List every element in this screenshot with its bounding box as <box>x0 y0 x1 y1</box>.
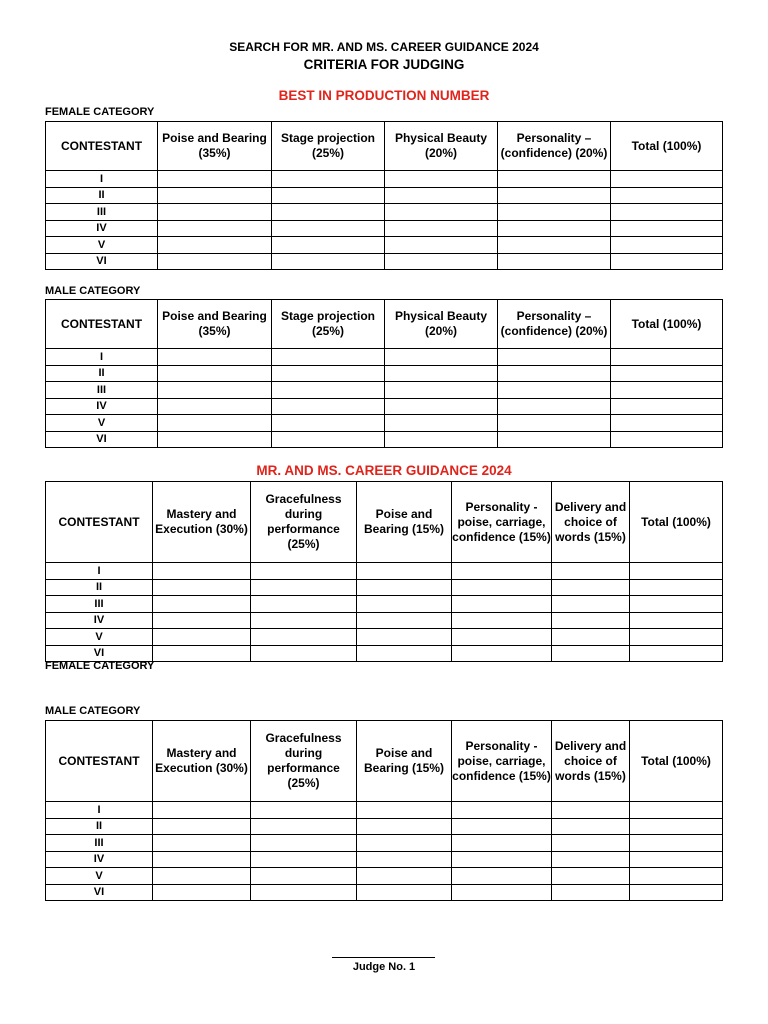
score-cell[interactable] <box>611 204 723 221</box>
score-cell[interactable] <box>498 237 611 254</box>
score-cell[interactable] <box>498 220 611 237</box>
score-cell[interactable] <box>498 365 611 382</box>
score-cell[interactable] <box>385 349 498 366</box>
score-cell[interactable] <box>357 596 452 613</box>
score-cell[interactable] <box>630 629 723 646</box>
header-cell: Personality – (confidence) (20%) <box>498 300 611 349</box>
score-cell[interactable] <box>498 431 611 448</box>
score-cell[interactable] <box>611 365 723 382</box>
score-cell[interactable] <box>272 365 385 382</box>
contestant-label: IV <box>46 398 158 415</box>
header-cell: Personality - poise, carriage, confidence (15%) <box>452 721 552 802</box>
score-cell[interactable] <box>611 187 723 204</box>
table-header-row <box>46 122 723 171</box>
score-cell[interactable] <box>611 431 723 448</box>
score-cell[interactable] <box>158 187 272 204</box>
score-cell[interactable] <box>357 645 452 662</box>
table-row <box>46 253 723 270</box>
score-cell[interactable] <box>272 349 385 366</box>
header-cell: Poise and Bearing (15%) <box>357 482 452 563</box>
score-cell[interactable] <box>251 596 357 613</box>
score-cell[interactable] <box>611 171 723 188</box>
score-cell[interactable] <box>630 851 723 868</box>
score-cell[interactable] <box>385 187 498 204</box>
score-cell[interactable] <box>251 563 357 580</box>
header-cell: Stage projection (25%) <box>272 300 385 349</box>
score-cell[interactable] <box>153 579 251 596</box>
score-cell[interactable] <box>452 818 552 835</box>
score-cell[interactable] <box>158 415 272 432</box>
score-cell[interactable] <box>498 398 611 415</box>
score-cell[interactable] <box>552 835 630 852</box>
production-male-table <box>45 299 723 448</box>
score-cell[interactable] <box>552 818 630 835</box>
score-cell[interactable] <box>158 204 272 221</box>
header-cell: CONTESTANT <box>46 300 158 349</box>
main-female-label: FEMALE CATEGORY <box>45 660 155 672</box>
score-cell[interactable] <box>611 398 723 415</box>
contestant-label: IV <box>46 612 153 629</box>
score-cell[interactable] <box>452 596 552 613</box>
score-cell[interactable] <box>630 563 723 580</box>
table-row <box>46 596 723 613</box>
contestant-label: IV <box>46 220 158 237</box>
contestant-label: IV <box>46 851 153 868</box>
score-cell[interactable] <box>272 415 385 432</box>
contestant-label: V <box>46 629 153 646</box>
header-cell: Mastery and Execution (30%) <box>153 482 251 563</box>
score-cell[interactable] <box>357 818 452 835</box>
table-row <box>46 629 723 646</box>
score-cell[interactable] <box>153 612 251 629</box>
table-row <box>46 398 723 415</box>
score-cell[interactable] <box>158 237 272 254</box>
score-cell[interactable] <box>251 835 357 852</box>
score-cell[interactable] <box>552 645 630 662</box>
header-cell: Total (100%) <box>630 482 723 563</box>
score-cell[interactable] <box>611 349 723 366</box>
header-cell: Poise and Bearing (35%) <box>158 122 272 171</box>
contestant-label: III <box>46 596 153 613</box>
contestant-label: V <box>46 237 158 254</box>
score-cell[interactable] <box>630 596 723 613</box>
score-cell[interactable] <box>357 612 452 629</box>
production-female-table <box>45 121 723 270</box>
contestant-label: III <box>46 835 153 852</box>
contestant-label: II <box>46 365 158 382</box>
score-cell[interactable] <box>272 220 385 237</box>
contestant-label: III <box>46 382 158 399</box>
header-cell: CONTESTANT <box>46 482 153 563</box>
score-cell[interactable] <box>630 645 723 662</box>
header-cell: Physical Beauty (20%) <box>385 300 498 349</box>
score-cell[interactable] <box>630 835 723 852</box>
score-cell[interactable] <box>552 851 630 868</box>
score-cell[interactable] <box>385 398 498 415</box>
score-cell[interactable] <box>630 579 723 596</box>
table-row <box>46 612 723 629</box>
contestant-label: I <box>46 171 158 188</box>
score-cell[interactable] <box>611 382 723 399</box>
score-cell[interactable] <box>153 563 251 580</box>
score-cell[interactable] <box>272 398 385 415</box>
header-cell: Total (100%) <box>630 721 723 802</box>
table-header-row <box>46 300 723 349</box>
score-cell[interactable] <box>153 818 251 835</box>
contestant-label: III <box>46 204 158 221</box>
score-cell[interactable] <box>611 253 723 270</box>
header-cell: Delivery and choice of words (15%) <box>552 721 630 802</box>
header-cell: Total (100%) <box>611 300 723 349</box>
header-cell: Gracefulness during performance (25%) <box>251 482 357 563</box>
score-cell[interactable] <box>498 253 611 270</box>
score-cell[interactable] <box>385 253 498 270</box>
score-cell[interactable] <box>552 612 630 629</box>
score-cell[interactable] <box>552 629 630 646</box>
table-row <box>46 365 723 382</box>
production-male-label: MALE CATEGORY <box>45 285 141 297</box>
document-subtitle: CRITERIA FOR JUDGING <box>303 57 465 72</box>
score-cell[interactable] <box>272 253 385 270</box>
score-cell[interactable] <box>272 431 385 448</box>
score-cell[interactable] <box>552 579 630 596</box>
score-cell[interactable] <box>611 220 723 237</box>
score-cell[interactable] <box>452 868 552 885</box>
score-cell[interactable] <box>385 365 498 382</box>
header-cell: Total (100%) <box>611 122 723 171</box>
score-cell[interactable] <box>251 851 357 868</box>
table-row <box>46 835 723 852</box>
score-cell[interactable] <box>251 802 357 819</box>
score-cell[interactable] <box>452 629 552 646</box>
score-cell[interactable] <box>153 835 251 852</box>
contestant-label: I <box>46 563 153 580</box>
score-cell[interactable] <box>357 868 452 885</box>
contestant-label: V <box>46 415 158 432</box>
score-cell[interactable] <box>552 563 630 580</box>
score-cell[interactable] <box>158 253 272 270</box>
score-cell[interactable] <box>251 884 357 901</box>
header-cell: Poise and Bearing (35%) <box>158 300 272 349</box>
contestant-label: VI <box>46 431 158 448</box>
main-female-table <box>45 481 723 662</box>
header-cell: Physical Beauty (20%) <box>385 122 498 171</box>
table-row <box>46 237 723 254</box>
contestant-label: VI <box>46 253 158 270</box>
score-cell[interactable] <box>552 884 630 901</box>
contestant-label: VI <box>46 645 153 662</box>
table-row <box>46 851 723 868</box>
score-cell[interactable] <box>498 187 611 204</box>
score-cell[interactable] <box>498 204 611 221</box>
score-cell[interactable] <box>158 349 272 366</box>
score-cell[interactable] <box>251 818 357 835</box>
production-female-label: FEMALE CATEGORY <box>45 106 155 118</box>
score-cell[interactable] <box>611 237 723 254</box>
score-cell[interactable] <box>251 629 357 646</box>
score-cell[interactable] <box>452 579 552 596</box>
score-cell[interactable] <box>498 171 611 188</box>
judge-label: Judge No. 1 <box>352 961 416 973</box>
score-cell[interactable] <box>552 802 630 819</box>
score-cell[interactable] <box>498 415 611 432</box>
score-cell[interactable] <box>452 835 552 852</box>
table-row <box>46 818 723 835</box>
score-cell[interactable] <box>158 220 272 237</box>
score-cell[interactable] <box>630 868 723 885</box>
score-cell[interactable] <box>452 802 552 819</box>
table-row <box>46 349 723 366</box>
score-cell[interactable] <box>357 629 452 646</box>
table-row <box>46 868 723 885</box>
score-cell[interactable] <box>153 629 251 646</box>
score-cell[interactable] <box>251 868 357 885</box>
score-cell[interactable] <box>272 204 385 221</box>
score-cell[interactable] <box>272 171 385 188</box>
score-cell[interactable] <box>153 868 251 885</box>
score-cell[interactable] <box>357 579 452 596</box>
score-cell[interactable] <box>251 579 357 596</box>
signature-line <box>332 957 435 958</box>
score-cell[interactable] <box>452 563 552 580</box>
main-section-title: MR. AND MS. CAREER GUIDANCE 2024 <box>256 463 512 478</box>
score-cell[interactable] <box>552 596 630 613</box>
table-row <box>46 415 723 432</box>
score-cell[interactable] <box>452 612 552 629</box>
header-cell: Stage projection (25%) <box>272 122 385 171</box>
table-row <box>46 579 723 596</box>
contestant-label: VI <box>46 884 153 901</box>
contestant-label: II <box>46 579 153 596</box>
header-cell: CONTESTANT <box>46 122 158 171</box>
score-cell[interactable] <box>611 415 723 432</box>
score-cell[interactable] <box>452 884 552 901</box>
main-male-label: MALE CATEGORY <box>45 705 141 717</box>
table-header-row <box>46 482 723 563</box>
table-row <box>46 187 723 204</box>
score-cell[interactable] <box>158 398 272 415</box>
score-cell[interactable] <box>357 884 452 901</box>
score-cell[interactable] <box>385 204 498 221</box>
score-cell[interactable] <box>272 187 385 204</box>
score-cell[interactable] <box>153 645 251 662</box>
score-cell[interactable] <box>153 596 251 613</box>
score-cell[interactable] <box>385 382 498 399</box>
score-cell[interactable] <box>272 382 385 399</box>
score-cell[interactable] <box>357 851 452 868</box>
table-row <box>46 171 723 188</box>
score-cell[interactable] <box>385 431 498 448</box>
contestant-label: I <box>46 802 153 819</box>
score-cell[interactable] <box>158 365 272 382</box>
table-row <box>46 204 723 221</box>
score-cell[interactable] <box>153 802 251 819</box>
score-cell[interactable] <box>385 237 498 254</box>
score-cell[interactable] <box>251 612 357 629</box>
table-row <box>46 884 723 901</box>
score-cell[interactable] <box>251 645 357 662</box>
contestant-label: II <box>46 818 153 835</box>
contestant-label: II <box>46 187 158 204</box>
header-cell: Delivery and choice of words (15%) <box>552 482 630 563</box>
score-cell[interactable] <box>498 382 611 399</box>
table-header-row <box>46 721 723 802</box>
main-male-table <box>45 720 723 901</box>
score-cell[interactable] <box>630 612 723 629</box>
header-cell: Personality - poise, carriage, confidence (15%) <box>452 482 552 563</box>
header-cell: Mastery and Execution (30%) <box>153 721 251 802</box>
score-cell[interactable] <box>552 868 630 885</box>
score-cell[interactable] <box>385 220 498 237</box>
document-title: SEARCH FOR MR. AND MS. CAREER GUIDANCE 2024 <box>229 40 539 54</box>
score-cell[interactable] <box>357 835 452 852</box>
table-row <box>46 382 723 399</box>
score-cell[interactable] <box>630 884 723 901</box>
contestant-label: V <box>46 868 153 885</box>
table-row <box>46 431 723 448</box>
score-cell[interactable] <box>158 431 272 448</box>
contestant-label: I <box>46 349 158 366</box>
score-cell[interactable] <box>272 237 385 254</box>
header-cell: Personality – (confidence) (20%) <box>498 122 611 171</box>
score-cell[interactable] <box>158 171 272 188</box>
score-cell[interactable] <box>385 171 498 188</box>
score-cell[interactable] <box>357 563 452 580</box>
table-row <box>46 802 723 819</box>
score-cell[interactable] <box>630 802 723 819</box>
score-cell[interactable] <box>498 349 611 366</box>
score-cell[interactable] <box>158 382 272 399</box>
score-cell[interactable] <box>357 802 452 819</box>
score-cell[interactable] <box>385 415 498 432</box>
score-cell[interactable] <box>153 884 251 901</box>
score-cell[interactable] <box>452 645 552 662</box>
table-row <box>46 563 723 580</box>
header-cell: Poise and Bearing (15%) <box>357 721 452 802</box>
score-cell[interactable] <box>630 818 723 835</box>
score-cell[interactable] <box>153 851 251 868</box>
header-cell: Gracefulness during performance (25%) <box>251 721 357 802</box>
score-cell[interactable] <box>452 851 552 868</box>
header-cell: CONTESTANT <box>46 721 153 802</box>
table-row <box>46 220 723 237</box>
production-section-title: BEST IN PRODUCTION NUMBER <box>278 88 490 103</box>
